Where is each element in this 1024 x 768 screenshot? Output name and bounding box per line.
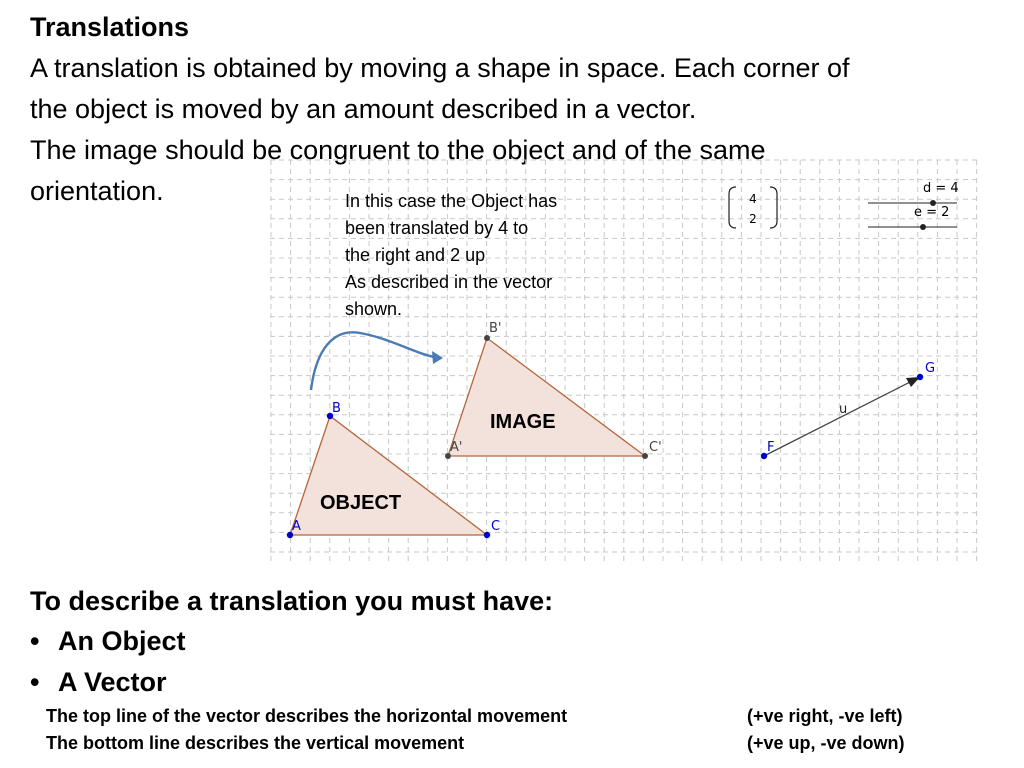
point-c-label: C bbox=[491, 519, 501, 534]
point-g[interactable] bbox=[917, 374, 923, 380]
curved-arrow-head bbox=[432, 351, 443, 364]
slide-title: Translations bbox=[30, 12, 190, 42]
bullet-item-object bbox=[30, 624, 186, 658]
bullet-text: A Vector bbox=[58, 667, 167, 697]
point-b-prime-label: B' bbox=[489, 321, 502, 336]
bullet-icon: • bbox=[30, 626, 40, 656]
image-label: IMAGE bbox=[490, 411, 556, 433]
vector-bottom: 2 bbox=[749, 212, 757, 226]
slider-d[interactable] bbox=[868, 181, 959, 206]
slider-e-knob[interactable] bbox=[920, 224, 926, 230]
intro-line-4: orientation. bbox=[30, 176, 164, 206]
footer-line-1: The top line of the vector describes the horizontal movement bbox=[46, 706, 568, 726]
intro-line-3: The image should be congruent to the object and of the same bbox=[30, 135, 766, 165]
slider-e-label: e = 2 bbox=[914, 205, 950, 220]
slider-e[interactable] bbox=[868, 205, 957, 230]
point-b-label: B bbox=[332, 401, 341, 416]
point-g-label: G bbox=[925, 361, 936, 376]
column-vector bbox=[729, 187, 777, 228]
bullet-item-vector bbox=[30, 665, 167, 699]
bullet-icon: • bbox=[30, 667, 40, 697]
bullet-text: An Object bbox=[58, 626, 186, 656]
vector-u-line bbox=[764, 379, 916, 456]
point-f-label: F bbox=[767, 440, 775, 455]
left-bracket bbox=[729, 187, 736, 228]
right-bracket bbox=[770, 187, 777, 228]
footer-line-2: The bottom line describes the vertical movement bbox=[46, 733, 465, 753]
footer-line-2-note: (+ve up, -ve down) bbox=[747, 733, 905, 753]
curved-arrow bbox=[311, 332, 440, 390]
note-line-1: In this case the Object has bbox=[345, 191, 558, 211]
vector-u-label: u bbox=[839, 402, 848, 417]
footer-line-1-note: (+ve right, -ve left) bbox=[747, 706, 903, 726]
point-c-prime-label: C' bbox=[649, 440, 662, 455]
intro-line-2: the object is moved by an amount described in a vector. bbox=[30, 94, 697, 124]
object-label: OBJECT bbox=[320, 492, 402, 514]
intro-line-1: A translation is obtained by moving a shape in space. Each corner of bbox=[30, 53, 850, 83]
note-line-3: the right and 2 up bbox=[345, 245, 486, 265]
slider-d-label: d = 4 bbox=[923, 181, 959, 196]
point-c-prime bbox=[642, 453, 648, 459]
note-line-2: been translated by 4 to bbox=[345, 218, 529, 238]
section-heading: To describe a translation you must have: bbox=[30, 586, 554, 616]
point-a-prime-label: A' bbox=[450, 440, 463, 455]
point-a-label: A bbox=[292, 519, 301, 534]
vector-top: 4 bbox=[749, 192, 757, 206]
note-line-4: As described in the vector bbox=[345, 272, 553, 292]
note-line-5: shown. bbox=[345, 299, 403, 319]
point-c[interactable] bbox=[484, 532, 490, 538]
